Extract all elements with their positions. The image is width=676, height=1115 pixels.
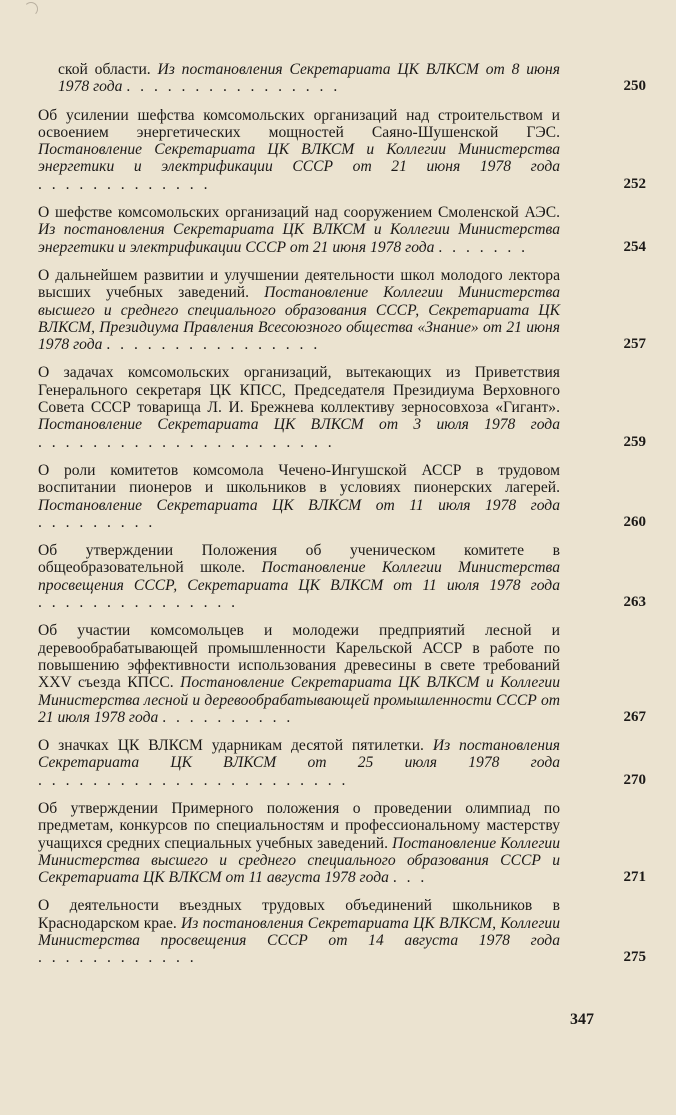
dot-leader: . . . . . . . . . . . . . . . [38,594,239,612]
entry-title: Об утверждении Положения об ученическом комитете в общеобразовательной школе. [38,542,560,577]
entry-title: ской области. [58,61,158,78]
toc-entry-text [38,462,560,531]
entry-title: О шефстве комсомольских организаций над сооружением Смоленской АЭС. [38,204,560,222]
entry-page-number: 267 [623,708,646,725]
entry-page-number: 259 [623,433,646,450]
entry-page-number: 250 [623,78,646,95]
toc-entry-text [38,800,560,886]
toc-entry [38,364,650,450]
table-of-contents [38,61,650,978]
entry-page-number: 254 [623,238,646,255]
page-corner-mark [24,2,38,16]
entry-title: О деятельности въездных трудовых объединений школьников в Краснодарском крае. [38,897,560,932]
toc-entry-text [38,267,560,353]
toc-entry-text [38,622,560,726]
toc-entry-text [38,107,560,193]
entry-title: Об усилении шефства комсомольских организаций над строительством и освоением энергетических мощностей Саяно-Шушенской ГЭС. [38,106,560,141]
entry-source: Постановление Секретариата ЦК ВЛКСМ от 11 июля 1978 года [38,496,560,514]
toc-entry-text [38,737,560,789]
dot-leader: . . . . . . . . . . . . . . . . [126,78,341,96]
entry-page-number: 252 [623,175,646,192]
entry-source: Из постановления Секретариата ЦК ВЛКСМ, Коллегии Министерства просвещения СССР от 14 августа 1978 года [38,914,560,950]
entry-title: О значках ЦК ВЛКСМ ударникам десятой пятилетки. [38,737,433,755]
entry-title: О дальнейшем развитии и улучшении деятельности школ молодого лектора высших учебных заведений. [38,266,560,302]
toc-entry-text [38,897,560,966]
toc-entry [38,61,650,96]
entry-source: Постановление Секретариата ЦК ВЛКСМ от 3 июля 1978 года [38,416,560,434]
dot-leader: . . . . . . . . . [38,513,156,531]
toc-entry [38,800,650,886]
dot-leader: . . . . . . . . . . . . . . . . [106,336,321,354]
entry-page-number: 257 [623,336,646,353]
toc-entry-text [38,542,560,611]
entry-title: О задачах комсомольских организаций, вытекающих из Приветствия Генерального секретаря ЦК КПСС, Председателя Президиума Верховного Совета СССР товарища Л. И. Брежнева коллективу зерносовхоза «Гигант». [38,364,560,417]
toc-entry-text [38,61,560,96]
entry-source: Постановление Коллегии Министерства просвещения СССР, Секретариата ЦК ВЛКСМ от 11 июля 1978 года [38,559,560,594]
toc-entry [38,897,650,966]
toc-entry [38,542,650,611]
entry-source: Из постановления Секретариата ЦК ВЛКСМ от 25 июля 1978 года [38,737,561,772]
toc-entry-text [38,204,560,256]
toc-entry [38,622,650,726]
toc-entry [38,737,650,789]
dot-leader: . . . [392,869,428,887]
dot-leader: . . . . . . . [438,238,529,256]
entry-page-number: 270 [623,771,646,788]
entry-page-number: 263 [623,594,646,611]
toc-entry [38,107,650,193]
entry-title: Об утверждении Примерного положения о проведении олимпиад по предметам, конкурсов по специальностям и профессиональному мастерству учащихся средних специальных учебных заведений. [38,799,560,852]
entry-source: Постановление Коллегии Министерства высшего и среднего специального образования СССР, Секретариата ЦК ВЛКСМ, Президиума Правления Всесоюзного общества «Знание» от 21 июня 1978 года [38,284,560,354]
toc-entry [38,267,650,353]
toc-entry [38,462,650,531]
dot-leader: . . . . . . . . . . [162,708,294,726]
toc-entry [38,204,650,256]
toc-entry-text [38,364,560,450]
dot-leader: . . . . . . . . . . . . [38,949,197,967]
entry-title: О роли комитетов комсомола Чечено-Ингушской АССР в трудовом воспитании пионеров и школьников в условиях пионерских лагерей. [38,461,560,497]
page-folio-number: 347 [570,1011,594,1028]
dot-leader: . . . . . . . . . . . . . [38,175,211,193]
entry-page-number: 271 [623,869,646,886]
dot-leader: . . . . . . . . . . . . . . . . . . . . . . . [38,771,349,789]
entry-page-number: 275 [623,949,646,966]
entry-title: Об участии комсомольцев и молодежи предприятий лесной и деревообрабатывающей промышленности Карельской АССР в работе по повышению эффективности использования древесины в свете требований XXV съезда КПСС. [38,622,560,692]
dot-leader: . . . . . . . . . . . . . . . . . . . . . . [38,433,335,451]
entry-source: Из постановления Секретариата ЦК ВЛКСМ от 8 июня 1978 года [58,61,561,96]
entry-source: Из постановления Секретариата ЦК ВЛКСМ и Коллегии Министерства энергетики и электрификации СССР от 21 июня 1978 года [38,221,560,256]
entry-source: Постановление Коллегии Министерства высшего и среднего специального образования СССР и Секретариата ЦК ВЛКСМ от 11 августа 1978 года [38,834,560,887]
entry-source: Постановление Секретариата ЦК ВЛКСМ и Коллегии Министерства лесной и деревообрабатывающей промышленности СССР от 21 июля 1978 года [38,674,560,726]
entry-page-number: 260 [623,513,646,530]
entry-source: Постановление Секретариата ЦК ВЛКСМ и Коллегии Министерства энергетики и электрификации СССР от 21 июня 1978 года [38,141,560,176]
